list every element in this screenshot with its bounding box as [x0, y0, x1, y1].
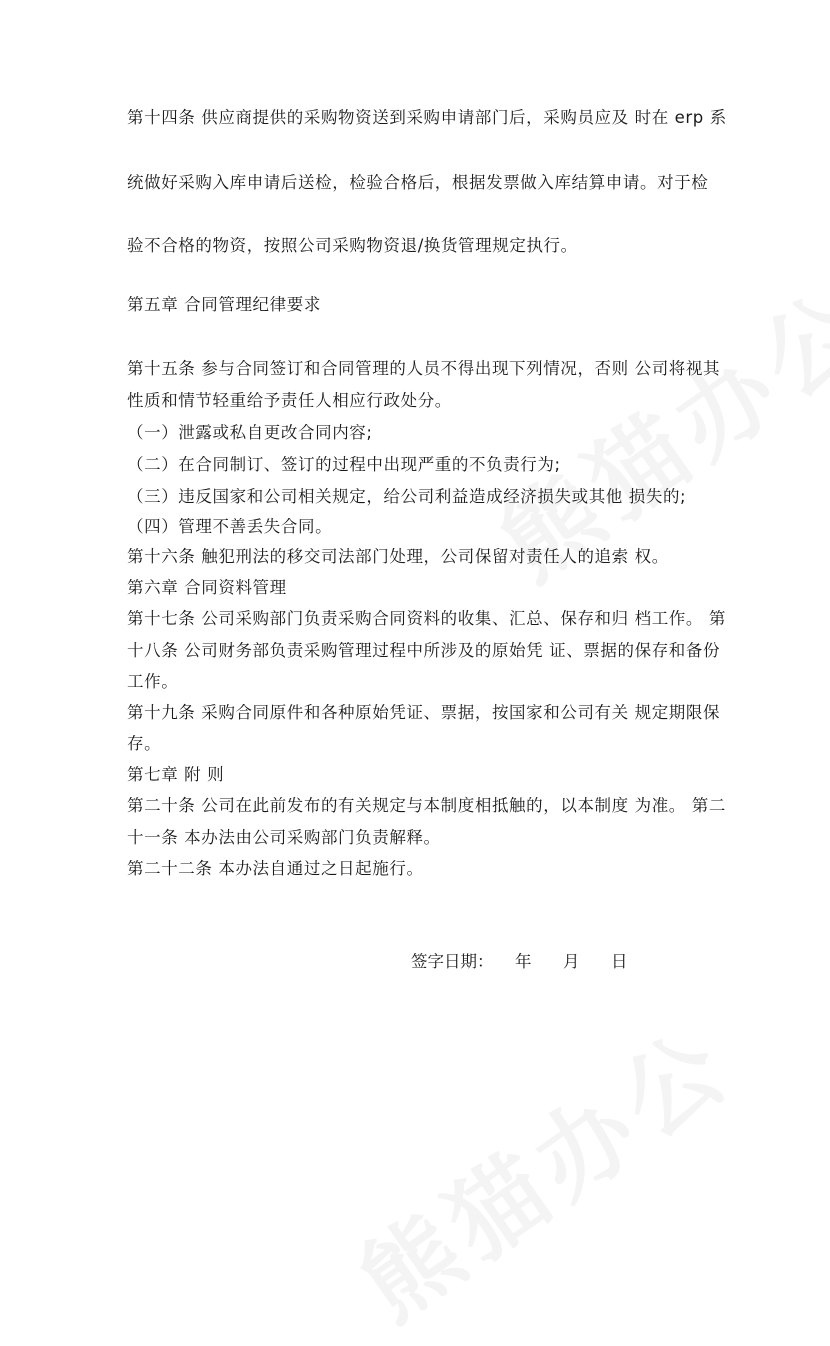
signature-day: 日	[611, 952, 628, 971]
article-16: 第十六条 触犯刑法的移交司法部门处理，公司保留对责任人的追索 权。	[127, 547, 669, 566]
article-20-21-line-2: 十一条 本办法由公司采购部门负责解释。	[127, 828, 441, 847]
article-17-18-line-2: 十八条 公司财务部负责采购管理过程中所涉及的原始凭 证、票据的保存和备份	[127, 641, 721, 660]
article-14-line-1: 第十四条 供应商提供的采购物资送到采购申请部门后，采购员应及 时在 erp 系	[127, 108, 727, 127]
article-15-line-1: 第十五条 参与合同签订和合同管理的人员不得出现下列情况，否则 公司将视其	[127, 359, 721, 378]
watermark	[329, 991, 755, 1346]
list-item: （二）在合同制订、签订的过程中出现严重的不负责行为;	[127, 455, 561, 474]
list-item: （三）违反国家和公司相关规定，给公司利益造成经济损失或其他 损失的;	[127, 487, 687, 506]
article-19-line-2: 存。	[127, 734, 162, 753]
article-20-21-line-1: 第二十条 公司在此前发布的有关规定与本制度相抵触的，以本制度 为准。 第二	[127, 796, 726, 815]
signature-label: 签字日期：	[411, 952, 494, 971]
article-14-line-3: 验不合格的物资，按照公司采购物资退/换货管理规定执行。	[127, 236, 578, 255]
article-22: 第二十二条 本办法自通过之日起施行。	[127, 859, 424, 878]
article-14-line-2: 统做好采购入库申请后送检，检验合格后，根据发票做入库结算申请。对于检	[127, 173, 709, 192]
signature-date	[411, 952, 628, 972]
article-19-line-1: 第十九条 采购合同原件和各种原始凭证、票据，按国家和公司有关 规定期限保	[127, 703, 721, 722]
article-15-line-2: 性质和情节轻重给予责任人相应行政处分。	[127, 391, 452, 410]
article-17-18-line-1: 第十七条 公司采购部门负责采购合同资料的收集、汇总、保存和归 档工作。 第	[127, 609, 726, 628]
signature-month: 月	[563, 952, 580, 971]
chapter-5-heading: 第五章 合同管理纪律要求	[127, 295, 321, 314]
list-item: （一）泄露或私自更改合同内容;	[127, 423, 373, 442]
signature-year: 年	[515, 952, 532, 971]
list-item: （四）管理不善丢失合同。	[127, 517, 333, 536]
chapter-6-heading: 第六章 合同资料管理	[127, 578, 287, 597]
chapter-7-heading: 第七章 附 则	[127, 765, 225, 784]
article-17-18-line-3: 工作。	[127, 672, 179, 691]
